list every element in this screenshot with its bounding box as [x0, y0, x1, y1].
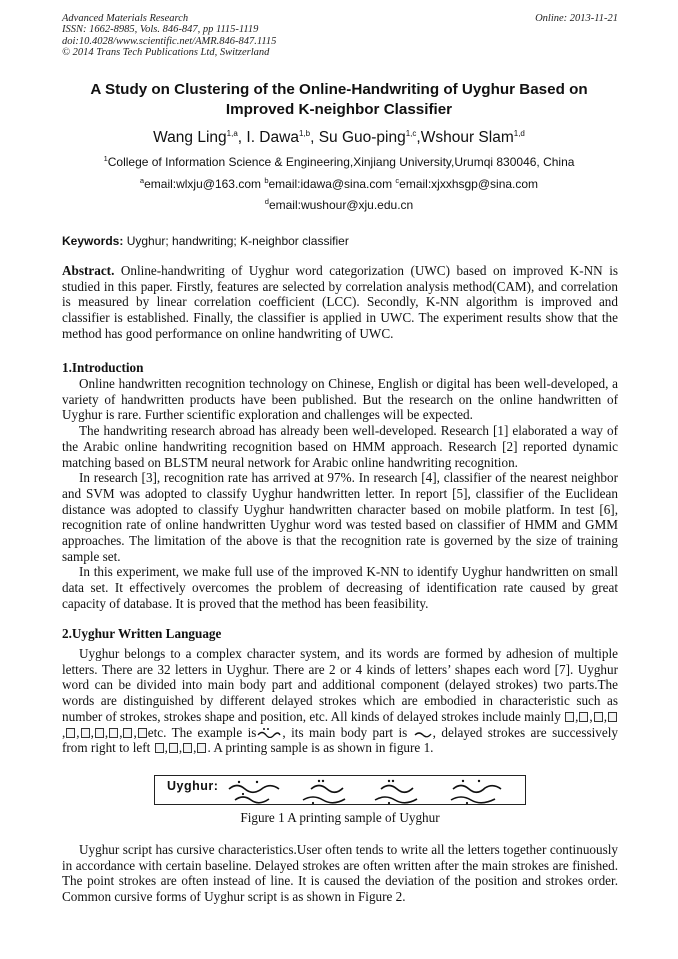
email-sup: c [395, 176, 400, 185]
paper-title [40, 80, 638, 119]
delayed-stroke-glyph [66, 728, 75, 738]
journal-name: Advanced Materials Research [62, 13, 189, 24]
delayed-stroke-glyph [81, 728, 90, 738]
uyghur-script-sample-image [223, 778, 521, 804]
author-list [40, 128, 638, 148]
title-line-1: A Study on Clustering of the Online-Handwriting of Uyghur Based on [90, 81, 588, 98]
uyghur-main-body-image [413, 727, 433, 738]
text-run: Uyghur belongs to a complex character system, and its words are formed by adhesion of multiple letters. There are 32 letters in Uyghur. There are 2 or 4 kinds of letters’ shapes each word [7]. Uyghur word can be divided into main body part and additional component (delayed strokes) two parts.The words are distinguished by different delayed strokes which are embodied in characteristic such as number of strokes, strokes shape and position, etc. All kinds of delayed strokes include mainly [62, 646, 618, 724]
delayed-stroke-glyph [123, 728, 132, 738]
author-name: Su Guo-ping [318, 129, 406, 146]
email-sup: a [139, 176, 145, 185]
keywords-text: Uyghur; handwriting; K-neighbor classifier [126, 234, 349, 248]
doi-line: doi:10.4028/www.scientific.net/AMR.846-847.1115 [62, 35, 277, 47]
email-line-1 [40, 176, 638, 192]
author-sep: , [237, 129, 247, 146]
delayed-stroke-glyph [565, 712, 574, 722]
author-sup: 1,c [405, 128, 417, 138]
affiliation-text: College of Information Science & Engineering,Xinjiang University,Urumqi 830046, China [107, 155, 575, 169]
abstract-label: Abstract. [62, 263, 115, 278]
figure-1 [154, 775, 526, 805]
issn-line: ISSN: 1662-8985, Vols. 846-847, pp 1115-1119 [62, 24, 259, 36]
section-1-body [62, 376, 618, 612]
keywords-label: Keywords: [62, 234, 124, 248]
delayed-stroke-glyph [594, 712, 603, 722]
text-run: etc. The example is [147, 724, 257, 740]
author-sup: 1,b [298, 128, 311, 138]
delayed-stroke-glyph [197, 743, 206, 753]
author-sep: , [416, 129, 421, 146]
author-sup: 1,a [226, 128, 238, 138]
paragraph: Uyghur belongs to a complex character system, and its words are formed by adhesion of multiple letters. There are 32 letters in Uyghur. There are 2 or 4 kinds of letters’ shapes each word [7]. Uyghur word can be divided into main body part and additional component (delayed strokes) two parts.The words are distinguished by different delayed strokes which are embodied in characteristic such as number of strokes, strokes shape and position, etc. All kinds of delayed strokes include mainly , , ,, , , , , , etc. The example is , its main body part is , delayed strokes are successively from right to left , , , . A printing sample is as shown in figure 1. [62, 646, 618, 756]
text-run: , its main body part is [282, 724, 408, 740]
abstract-text: Online-handwriting of Uyghur word categorization (UWC) based on improved K-NN is studied in this paper. Firstly, features are selected by correlation analysis method(CAM), and correlation is measured by linear correlation coefficient (LCC). Secondly, K-NN algorithm is improved and classifier is established. Finally, the classifier is applied in UWC. The experiment results show that the method has good performance on online handwriting of UWC. [62, 263, 618, 341]
paragraph: In this experiment, we make full use of the improved K-NN to identify Uyghur handwritten on small data set. It effectively overcomes the problem of decreasing of identification rate caused by great capacity of database. It is proved that the method has been feasibility. [62, 564, 618, 611]
delayed-stroke-glyph [579, 712, 588, 722]
uyghur-word-image [256, 727, 282, 738]
email-b[interactable]: email:idawa@sina.com [268, 177, 393, 191]
title-line-2: Improved K-neighbor Classifier [225, 100, 453, 118]
delayed-stroke-glyph [155, 743, 164, 753]
email-c[interactable]: email:xjxxhsgp@sina.com [399, 177, 539, 191]
email-sup: d [264, 197, 269, 206]
journal-header [62, 13, 618, 59]
copyright-line: © 2014 Trans Tech Publications Ltd, Switzerland [62, 47, 270, 59]
email-sup: b [264, 176, 269, 185]
author-name: Wshour Slam [420, 129, 514, 146]
author-name: Wang Ling [153, 129, 227, 146]
paragraph: In research [3], recognition rate has arrived at 97%. In research [4], classifier of the nearest neighbor and SVM was adopted to classify Uyghur handwritten letter. In report [5], classifier of the Euclidean distance was adopted to classify Uyghur handwritten character based on mobile platform. In test [6], recognition rate of online handwritten Uyghur word was tested based on classifier of HMM and GMM approaches. The limitation of the above is that the recognition rate is governed by the size of training sample set. [62, 470, 618, 564]
paragraph: The handwriting research abroad has already been well-developed. Research [1] elaborated a way of the Arabic online handwriting recognition based on HMM approach. Research [2] reported dynamic matching based on BLSTM neural network for Arabic online handwriting recognition. [62, 423, 618, 470]
email-a[interactable]: email:wlxju@163.com [144, 177, 261, 191]
figure-label: Uyghur: [167, 779, 219, 793]
delayed-stroke-glyph [138, 728, 147, 738]
email-line-2 [40, 197, 638, 213]
affiliation-sup: 1 [103, 154, 108, 163]
text-run: . A printing sample is as shown in figure 1. [207, 740, 434, 756]
figure-1-caption: Figure 1 A printing sample of Uyghur [240, 810, 440, 825]
section-1-heading: 1.Introduction [62, 360, 144, 375]
delayed-stroke-glyph [608, 712, 617, 722]
delayed-stroke-glyph [95, 728, 104, 738]
abstract [62, 263, 618, 342]
author-name: I. Dawa [246, 129, 299, 146]
section-2-body [62, 646, 618, 756]
online-date: Online: 2013-11-21 [535, 13, 618, 24]
email-d[interactable]: email:wushour@xju.edu.cn [268, 198, 414, 212]
delayed-stroke-glyph [183, 743, 192, 753]
paragraph: Online handwritten recognition technology on Chinese, English or digital has been well-developed, a variety of handwritten products have been published. But the research on the online handwritten of Uyghur is rare. Further scientific exploration and challenges will be expected. [62, 376, 618, 423]
delayed-stroke-glyph [169, 743, 178, 753]
delayed-stroke-glyph [109, 728, 118, 738]
paragraph: Uyghur script has cursive characteristics.User often tends to write all the letters together continuously in accordance with certain baseline. Delayed strokes are often written after the main strokes are finished. The point strokes are often instead of line. It is caused the deviation of the position and strokes order. Common cursive forms of Uyghur script is as shown in Figure 2. [62, 842, 618, 905]
affiliation [40, 154, 638, 170]
text-run: , delayed strokes are successively from right to left [62, 724, 618, 756]
author-sup: 1,d [513, 128, 525, 138]
keywords [62, 233, 618, 249]
section-2-heading: 2.Uyghur Written Language [62, 626, 222, 641]
section-2-body-continued [62, 842, 618, 905]
author-sep: , [310, 129, 319, 146]
